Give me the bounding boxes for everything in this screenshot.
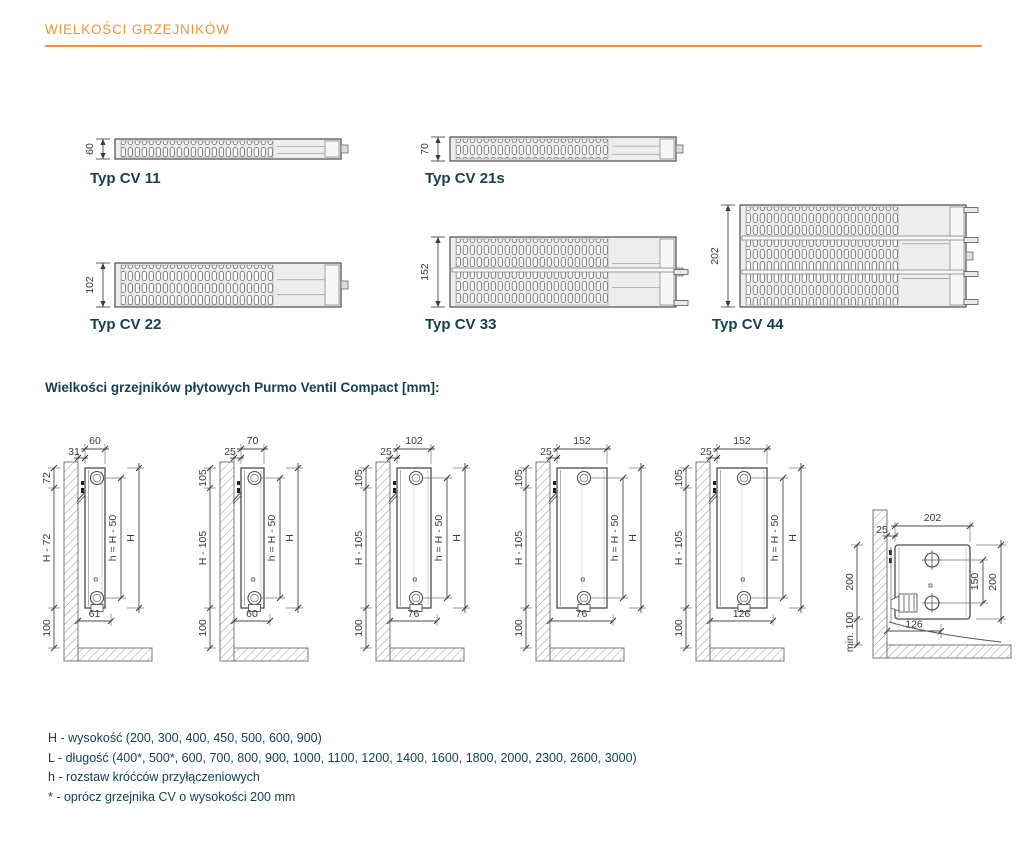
cv21s-cross-section-diagram [196, 428, 354, 672]
diagram-shape [234, 648, 308, 661]
diagram-shape [553, 488, 556, 493]
radiator-type-label-cv21s: Typ CV 21s [425, 170, 505, 187]
diagram-line [725, 205, 730, 211]
diagram-shape [553, 481, 556, 485]
diagram-shape [578, 472, 591, 485]
dimension-label: 102 [405, 435, 423, 447]
diagram-shape [91, 592, 104, 605]
diagram-shape [889, 558, 892, 563]
diagram-shape [887, 645, 1011, 658]
dimension-label: 25 [876, 524, 888, 536]
diagram-shape [964, 300, 978, 305]
dimension-label: 100 [513, 619, 525, 637]
radiator-type-label-cv44: Typ CV 44 [712, 316, 784, 333]
diagram-line [100, 139, 105, 145]
dimension-label: H [451, 534, 463, 542]
dimension-label: 126 [732, 608, 751, 620]
dimension-label: h = H - 50 [107, 514, 119, 562]
page-title: WIELKOŚCI GRZEJNIKÓW [45, 22, 230, 37]
diagram-shape [710, 648, 784, 661]
dimension-label: 126 [905, 618, 923, 631]
diagram-line [435, 237, 440, 243]
diagram-shape [713, 488, 716, 493]
diagram-shape [64, 462, 78, 661]
dimension-label: 61 [88, 608, 101, 620]
diagram-shape [536, 462, 550, 661]
dimension-label: 100 [353, 619, 365, 637]
dimension-label: 76 [575, 608, 588, 620]
header-rule [45, 45, 982, 47]
legend-line-height: H - wysokość (200, 300, 400, 450, 500, 600, 900) [48, 731, 322, 745]
dimension-label: H - 105 [673, 530, 685, 566]
dimension-label: 100 [673, 619, 685, 637]
diagram-shape [674, 301, 688, 306]
dimension-label: H - 105 [197, 530, 209, 566]
diagram-shape [550, 648, 624, 661]
dimension-label: 72 [41, 472, 53, 484]
diagram-shape [410, 472, 423, 485]
diagram-shape [393, 481, 396, 485]
diagram-shape [742, 270, 964, 274]
diagram-shape [393, 488, 396, 493]
dimension-label: min. 100 [844, 611, 856, 653]
diagram-shape [237, 488, 240, 493]
cv44-top-view-diagram [710, 200, 986, 312]
dimension-label: h = H - 50 [433, 514, 445, 562]
cv33-top-view-diagram [420, 232, 696, 312]
diagram-shape [325, 265, 339, 305]
dimension-label: 60 [84, 143, 96, 155]
diagram-shape [341, 145, 348, 153]
diagram-shape [660, 139, 674, 159]
diagram-shape [964, 272, 978, 277]
dimension-label: 25 [380, 446, 392, 458]
diagram-shape [341, 281, 348, 289]
cv11-top-view-diagram [85, 134, 361, 164]
radiator-type-label-cv11: Typ CV 11 [90, 170, 161, 187]
diagram-shape [738, 472, 751, 485]
diagram-shape [964, 238, 978, 243]
dimension-label: 105 [673, 469, 685, 487]
cv200-corner-section-diagram [843, 490, 1025, 668]
cv22-cross-section-diagram [352, 428, 510, 672]
diagram-line [100, 263, 105, 269]
dimension-label: 70 [246, 435, 259, 447]
cv11-cross-section-diagram [40, 428, 198, 672]
dimension-label: 100 [41, 619, 53, 637]
dimension-label: H - 105 [353, 530, 365, 566]
cv44-cross-section-diagram [672, 428, 830, 672]
diagram-shape [456, 139, 608, 159]
dimension-label: H - 72 [41, 533, 53, 563]
dimension-label: 25 [224, 446, 236, 458]
diagram-shape [248, 592, 261, 605]
radiator-type-label-cv33: Typ CV 33 [425, 316, 497, 333]
diagram-shape [78, 648, 152, 661]
cv22-top-view-diagram [85, 258, 361, 312]
dimension-label: 105 [197, 469, 209, 487]
diagram-shape [237, 481, 240, 485]
diagram-shape [674, 270, 688, 275]
dimension-label: h = H - 50 [266, 514, 278, 562]
diagram-shape [889, 550, 892, 555]
dimension-label: H [284, 534, 296, 542]
dimension-label: 60 [246, 608, 258, 620]
diagram-shape [81, 488, 84, 493]
dimension-label: 105 [353, 469, 365, 487]
dimension-label: 25 [540, 446, 552, 458]
dimension-label: 70 [419, 143, 431, 155]
diagram-shape [676, 145, 683, 153]
diagram-shape [950, 207, 964, 305]
diagram-shape [696, 462, 710, 661]
diagram-shape [248, 472, 261, 485]
legend-line-length: L - długość (400*, 500*, 600, 700, 800, 900, 1000, 1100, 1200, 1400, 1600, 1800, 2000, 2300, 2600, 3000) [48, 750, 637, 765]
dimension-label: 202 [923, 512, 942, 524]
diagram-shape [376, 462, 390, 661]
dimension-label: 105 [513, 469, 525, 487]
diagram-shape [578, 592, 591, 605]
diagram-shape [966, 252, 973, 260]
diagram-line [725, 301, 730, 307]
dimension-label: 152 [419, 263, 431, 281]
dimension-label: 102 [84, 276, 96, 294]
diagram-shape [325, 141, 339, 157]
dimension-label: 100 [197, 619, 209, 637]
diagram-shape [220, 462, 234, 661]
dimension-label: 200 [987, 573, 999, 591]
diagram-line [100, 301, 105, 307]
diagram-shape [390, 648, 464, 661]
diagram-line [100, 153, 105, 159]
dimension-label: 25 [700, 446, 712, 458]
diagram-line [435, 137, 440, 143]
dimension-label: 200 [844, 573, 856, 591]
diagram-line [891, 596, 899, 611]
diagram-shape [742, 236, 964, 240]
diagram-shape [91, 472, 104, 485]
dimension-label: H - 105 [513, 530, 525, 566]
diagram-shape [713, 481, 716, 485]
diagram-shape [746, 207, 898, 305]
dimension-label: 31 [68, 446, 80, 458]
diagram-shape [738, 592, 751, 605]
dimension-label: H [787, 534, 799, 542]
diagram-shape [964, 208, 978, 213]
dimension-label: 152 [573, 435, 591, 447]
dimension-label: 202 [709, 247, 721, 265]
dimension-label: H [627, 534, 639, 542]
radiator-type-label-cv22: Typ CV 22 [90, 316, 162, 333]
dimension-label: 152 [733, 435, 751, 447]
diagram-line [435, 155, 440, 161]
diagram-shape [452, 268, 674, 272]
diagram-line [435, 301, 440, 307]
cv21s-top-view-diagram [420, 132, 696, 166]
diagram-shape [121, 265, 273, 305]
dimension-label: 60 [89, 435, 101, 447]
diagram-shape [121, 141, 273, 157]
dimension-label: H [125, 534, 137, 542]
diagram-shape [81, 481, 84, 485]
diagram-shape [410, 592, 423, 605]
dimension-label: h = H - 50 [609, 514, 621, 562]
legend-line-footnote: * - oprócz grzejnika CV o wysokości 200 mm [48, 789, 296, 804]
dimension-label: 150 [969, 572, 981, 591]
dimension-label: 76 [407, 608, 420, 620]
cv33-cross-section-diagram [512, 428, 670, 672]
legend-line-pipe-spacing: h - rozstaw króćców przyłączeniowych [48, 770, 260, 784]
legend [48, 729, 637, 807]
dimension-label: h = H - 50 [769, 514, 781, 562]
section-title: Wielkości grzejników płytowych Purmo Ventil Compact [mm]: [45, 380, 440, 395]
